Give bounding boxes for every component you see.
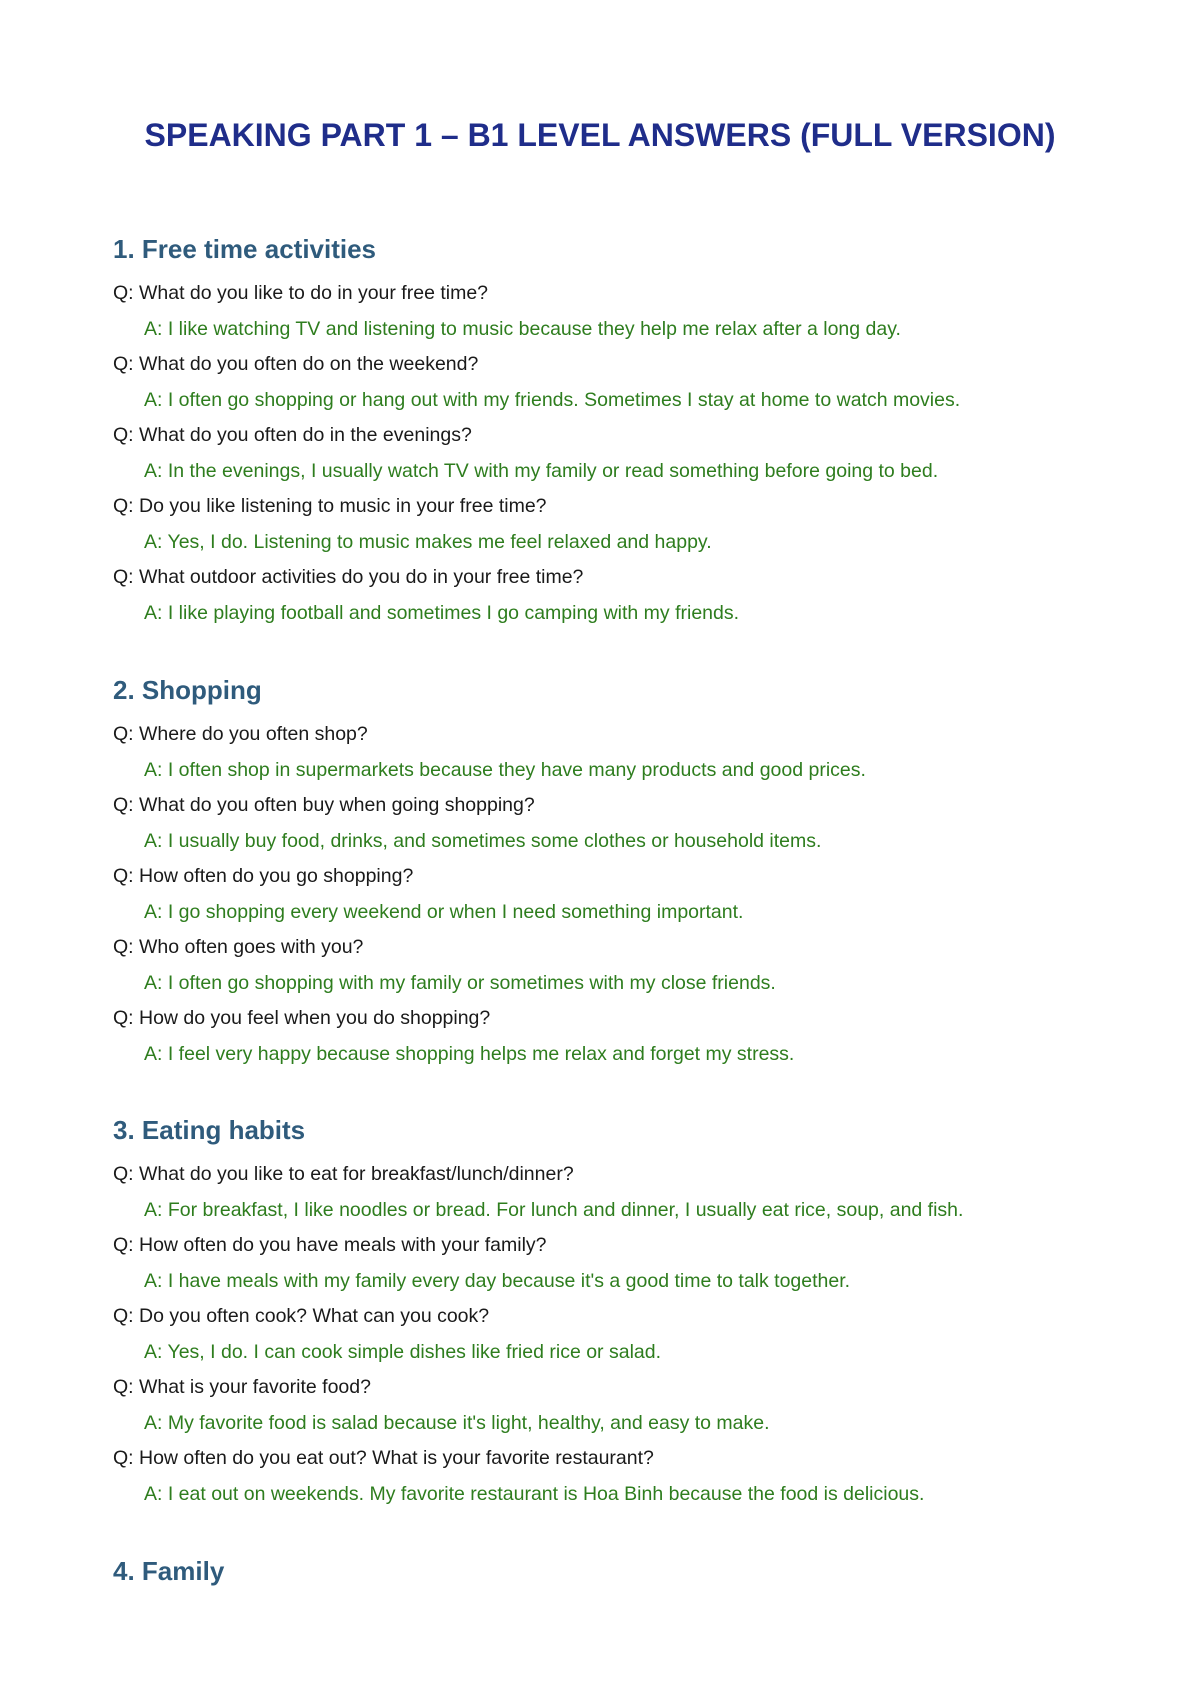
question-text: Q: How often do you have meals with your family? xyxy=(113,1234,547,1256)
question-text: Q: What do you like to do in your free time? xyxy=(113,282,489,304)
section-heading-free-time: 1. Free time activities xyxy=(113,234,377,264)
answer-text: A: In the evenings, I usually watch TV with my family or read something before going to bed. xyxy=(144,460,939,482)
qa-list-eating-habits xyxy=(0,1157,1200,1512)
qa-item xyxy=(0,347,1200,418)
qa-list-free-time xyxy=(0,276,1200,631)
qa-item xyxy=(0,788,1200,859)
qa-list-shopping xyxy=(0,717,1200,1072)
answer-text: A: Yes, I do. Listening to music makes me feel relaxed and happy. xyxy=(144,531,712,553)
question-text: Q: What outdoor activities do you do in your free time? xyxy=(113,566,584,588)
answer-text: A: I like watching TV and listening to music because they help me relax after a long day. xyxy=(144,318,901,340)
question-text: Q: What do you often do on the weekend? xyxy=(113,353,479,375)
answer-text: A: I often shop in supermarkets because they have many products and good prices. xyxy=(144,759,866,781)
qa-item xyxy=(0,1228,1200,1299)
question-text: Q: What do you often buy when going shopping? xyxy=(113,794,535,816)
answer-text: A: I often go shopping with my family or sometimes with my close friends. xyxy=(144,972,776,994)
qa-item xyxy=(0,1157,1200,1228)
document-title: SPEAKING PART 1 – B1 LEVEL ANSWERS (FULL VERSION) xyxy=(144,117,1056,153)
qa-item xyxy=(0,859,1200,930)
qa-item xyxy=(0,717,1200,788)
question-text: Q: What is your favorite food? xyxy=(113,1376,371,1398)
question-text: Q: Where do you often shop? xyxy=(113,723,368,745)
section-heading-shopping: 2. Shopping xyxy=(113,675,262,705)
section-heading-family: 4. Family xyxy=(113,1556,225,1586)
answer-text: A: Yes, I do. I can cook simple dishes like fried rice or salad. xyxy=(144,1341,662,1363)
answer-text: A: I go shopping every weekend or when I need something important. xyxy=(144,901,744,923)
qa-item xyxy=(0,560,1200,631)
answer-text: A: My favorite food is salad because it's light, healthy, and easy to make. xyxy=(144,1412,770,1434)
answer-text: A: I like playing football and sometimes I go camping with my friends. xyxy=(144,602,740,624)
question-text: Q: How often do you go shopping? xyxy=(113,865,414,887)
qa-item xyxy=(0,1441,1200,1512)
question-text: Q: What do you often do in the evenings? xyxy=(113,424,472,446)
qa-item xyxy=(0,1001,1200,1072)
question-text: Q: What do you like to eat for breakfast/lunch/dinner? xyxy=(113,1163,574,1185)
qa-item xyxy=(0,930,1200,1001)
qa-item xyxy=(0,1370,1200,1441)
answer-text: A: For breakfast, I like noodles or bread. For lunch and dinner, I usually eat rice, soup, and fish. xyxy=(144,1199,964,1221)
answer-text: A: I often go shopping or hang out with my friends. Sometimes I stay at home to watch movies. xyxy=(144,389,961,411)
qa-item xyxy=(0,276,1200,347)
section-heading-eating-habits: 3. Eating habits xyxy=(113,1115,306,1145)
question-text: Q: How do you feel when you do shopping? xyxy=(113,1007,491,1029)
qa-item xyxy=(0,489,1200,560)
qa-item xyxy=(0,418,1200,489)
answer-text: A: I have meals with my family every day because it's a good time to talk together. xyxy=(144,1270,851,1292)
answer-text: A: I usually buy food, drinks, and sometimes some clothes or household items. xyxy=(144,830,822,852)
question-text: Q: Who often goes with you? xyxy=(113,936,364,958)
answer-text: A: I eat out on weekends. My favorite restaurant is Hoa Binh because the food is delicious. xyxy=(144,1483,925,1505)
question-text: Q: Do you often cook? What can you cook? xyxy=(113,1305,490,1327)
qa-item xyxy=(0,1299,1200,1370)
question-text: Q: Do you like listening to music in your free time? xyxy=(113,495,547,517)
question-text: Q: How often do you eat out? What is your favorite restaurant? xyxy=(113,1447,654,1469)
answer-text: A: I feel very happy because shopping helps me relax and forget my stress. xyxy=(144,1043,795,1065)
